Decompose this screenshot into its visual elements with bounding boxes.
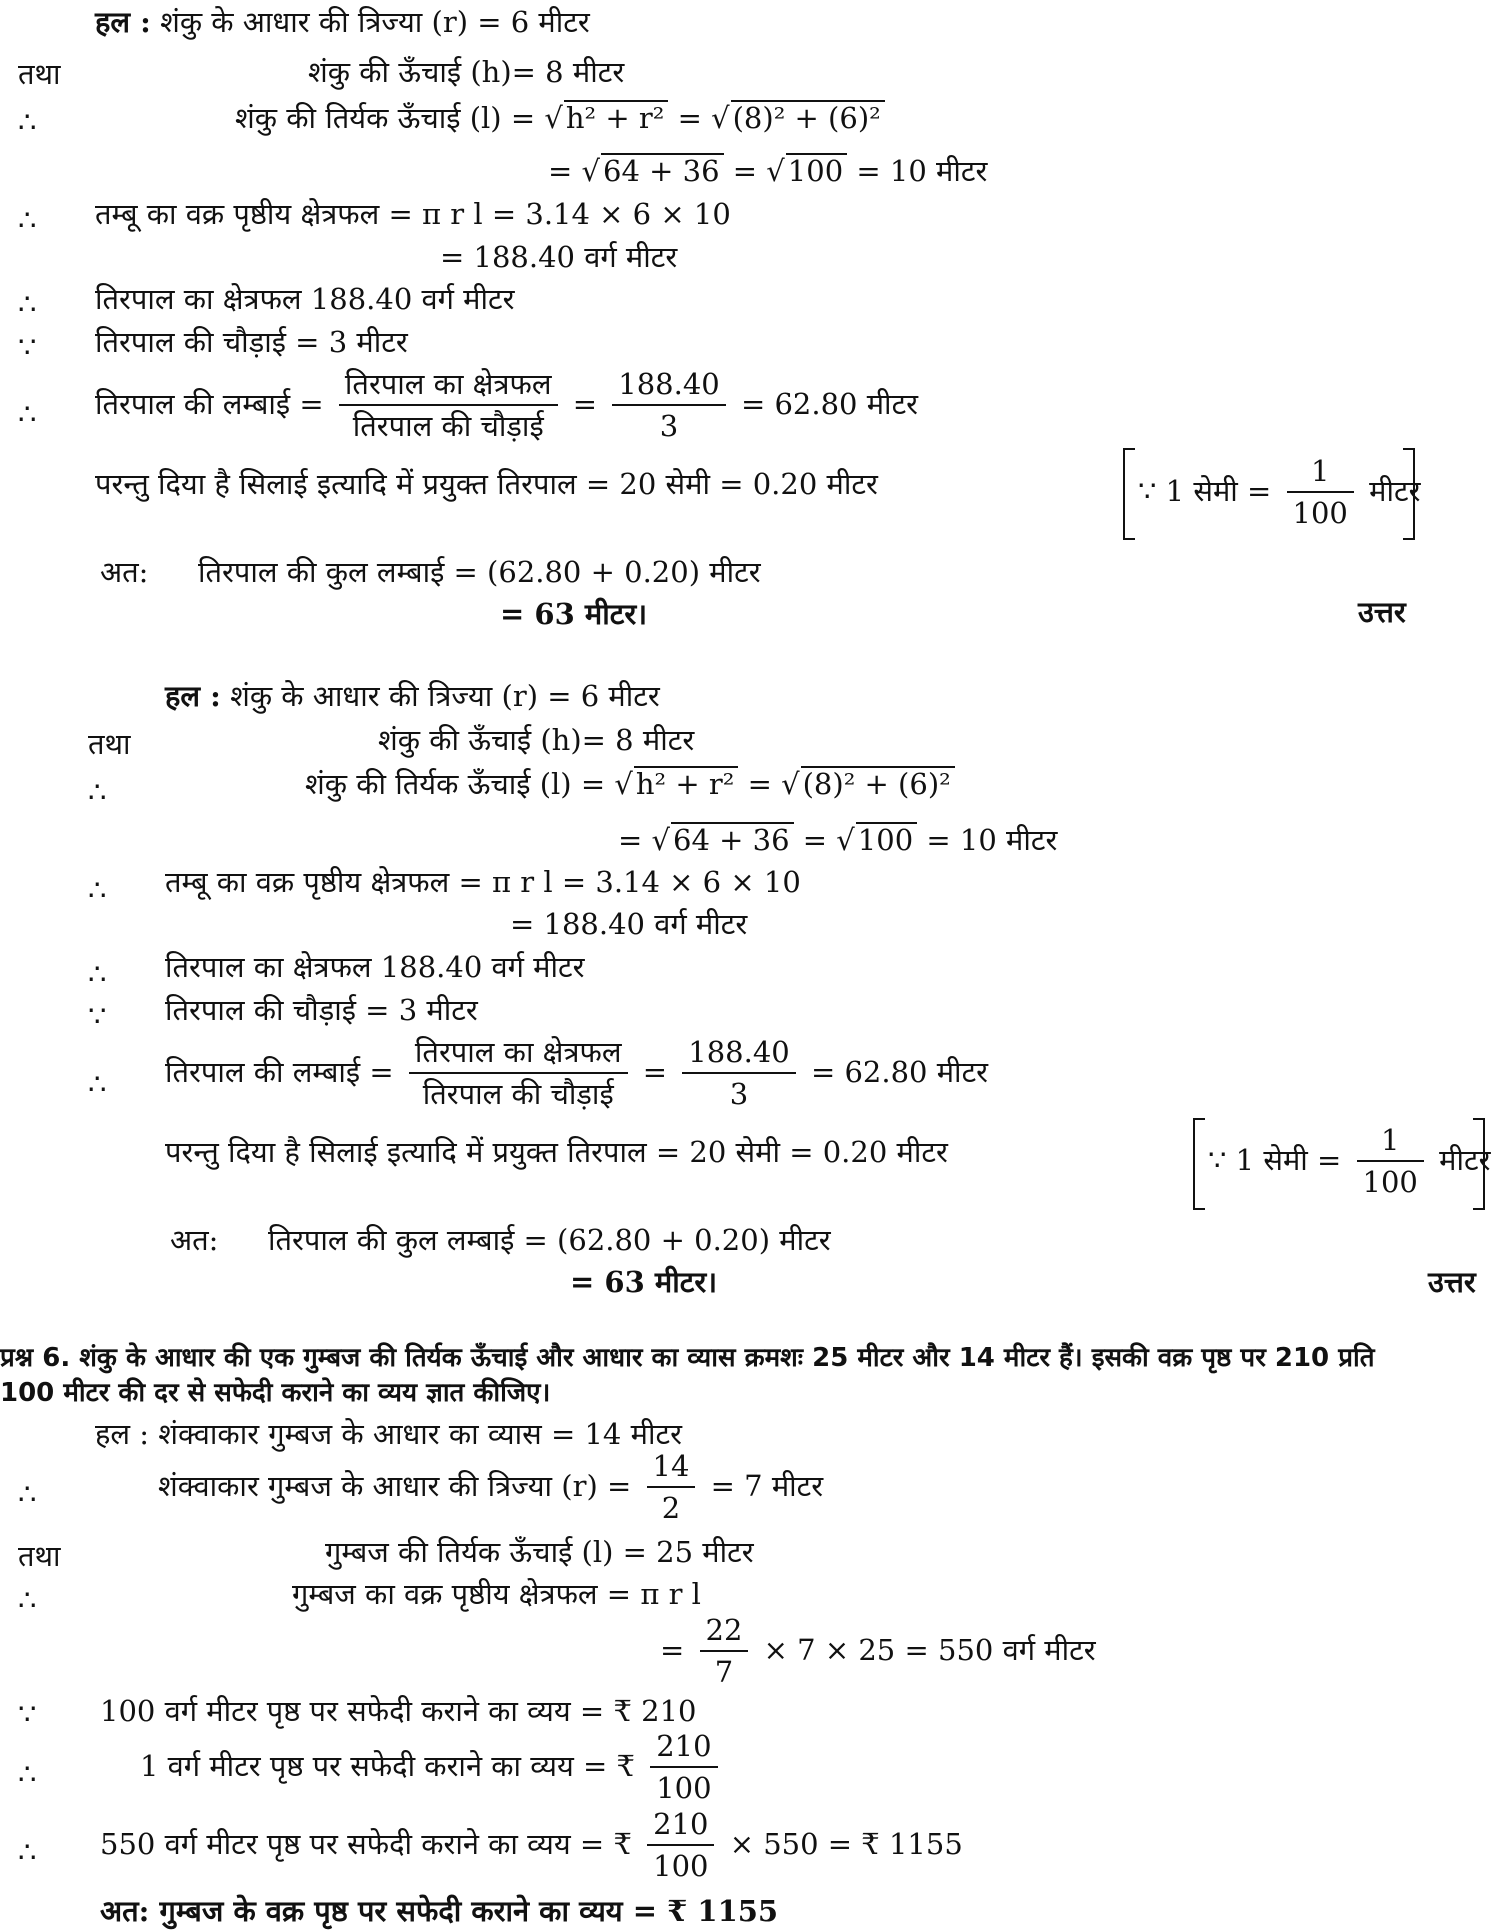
therefore-symbol: ∴: [18, 1583, 37, 1617]
because-symbol: ∵: [88, 999, 107, 1033]
question-6-line2: 100 मीटर की दर से सफेदी कराने का व्यय ज्ञात कीजिए।: [0, 1378, 551, 1408]
therefore-symbol: ∴: [18, 1757, 37, 1791]
tarp-area-line: तिरपाल का क्षेत्रफल 188.40 वर्ग मीटर: [95, 282, 515, 316]
q6-final-line: अत: गुम्बज के वक्र पृष्ठ पर सफेदी कराने का व्यय = ₹ 1155: [100, 1894, 779, 1928]
tarp-fraction: $\frac{\text{तिरपाल का क्षेत्रफल}}{\text{तिरपाल की चौड़ाई}}$: [339, 368, 558, 444]
slant-height-result: = √ 64 + 36 = √ 100 = 10 मीटर: [548, 154, 988, 188]
question-6-line1: प्रश्न 6. शंकु के आधार की एक गुम्बज की तिर्यक ऊँचाई और आधार का व्यास क्रमशः 25 मीटर और 14 मीटर हैं। इसकी वक्र पृष्ठ पर 210 प्रति: [0, 1343, 1375, 1373]
radical-8-6: (8)² + (6)²: [731, 100, 885, 133]
answer-label: उत्तर: [1428, 1265, 1476, 1299]
solution-radius-line: हल : शंकु के आधार की त्रिज्या (r) = 6 मीटर: [165, 679, 660, 713]
tarp-area-line: तिरपाल का क्षेत्रफल 188.40 वर्ग मीटर: [165, 950, 585, 984]
csa-result: = 188.40 वर्ग मीटर: [510, 907, 748, 941]
slant-height-line: शंकु की तिर्यक ऊँचाई (l) = √ h² + r² = √ (8)² + (6)²: [305, 766, 955, 799]
height-line: शंकु की ऊँचाई (h)= 8 मीटर: [378, 723, 695, 757]
tarp-width-line: तिरपाल की चौड़ाई = 3 मीटर: [165, 993, 478, 1027]
radical-h2-r2: h² + r²: [564, 100, 669, 133]
q6-cost1-line: 1 वर्ग मीटर पृष्ठ पर सफेदी कराने का व्यय = ₹ $\frac{210}{100}$: [140, 1730, 724, 1806]
total-label: अत:: [100, 555, 149, 589]
hal-label: हल :: [165, 679, 221, 713]
total-length-line: तिरपाल की कुल लम्बाई = (62.80 + 0.20) मीटर: [198, 555, 761, 589]
total-result: = 63 मीटर।: [500, 597, 648, 631]
therefore-symbol: ∴: [18, 1835, 37, 1869]
radical-h2-r2: h² + r²: [634, 766, 739, 799]
csa-line: तम्बू का वक्र पृष्ठीय क्षेत्रफल = π r l = 3.14 × 6 × 10: [95, 197, 731, 231]
therefore-symbol: ∴: [18, 287, 37, 321]
bracket-right: [1473, 1118, 1485, 1210]
bracket-left: [1193, 1118, 1205, 1210]
total-length-line: तिरपाल की कुल लम्बाई = (62.80 + 0.20) मीटर: [268, 1223, 831, 1257]
total-result: = 63 मीटर।: [570, 1265, 718, 1299]
q6-slant-line: गुम्बज की तिर्यक ऊँचाई (l) = 25 मीटर: [325, 1535, 754, 1569]
csa-line: तम्बू का वक्र पृष्ठीय क्षेत्रफल = π r l = 3.14 × 6 × 10: [165, 865, 801, 899]
therefore-symbol: ∴: [18, 105, 37, 139]
bracket-right: [1403, 448, 1415, 540]
total-label: अत:: [170, 1223, 219, 1257]
therefore-symbol: ∴: [88, 957, 107, 991]
q6-csa-result: = $\frac{22}{7}$ × 7 × 25 = 550 वर्ग मीटर: [660, 1613, 1096, 1690]
slant-height-result: = √ 64 + 36 = √ 100 = 10 मीटर: [618, 823, 1058, 857]
therefore-symbol: ∴: [88, 873, 107, 907]
q6-csa-line: गुम्बज का वक्र पृष्ठीय क्षेत्रफल = π r l: [292, 1577, 701, 1611]
q6-cost100-line: 100 वर्ग मीटर पृष्ठ पर सफेदी कराने का व्यय = ₹ 210: [100, 1694, 697, 1728]
therefore-symbol: ∴: [18, 397, 37, 431]
bracket-left: [1123, 448, 1135, 540]
therefore-symbol: ∴: [18, 1477, 37, 1511]
because-symbol: ∵: [18, 1697, 37, 1731]
hal-label: हल :: [95, 5, 151, 39]
q6-diameter-line: हल : शंक्वाकार गुम्बज के आधार का व्यास = 14 मीटर: [95, 1417, 682, 1451]
therefore-symbol: ∴: [88, 1067, 107, 1101]
height-line: शंकु की ऊँचाई (h)= 8 मीटर: [308, 55, 625, 89]
because-symbol: ∵: [18, 330, 37, 364]
solution-radius-line: हल : शंकु के आधार की त्रिज्या (r) = 6 मीटर: [95, 5, 590, 39]
csa-result: = 188.40 वर्ग मीटर: [440, 240, 678, 274]
therefore-symbol: ∴: [88, 775, 107, 809]
tarp-value-fraction: $\frac{188.40}{3}$: [612, 368, 725, 444]
unit-note: ∵ 1 सेमी = $\frac{1}{100}$ मीटर: [1208, 1123, 1491, 1200]
answer-label: उत्तर: [1358, 595, 1406, 629]
tarp-value-fraction: $\frac{188.40}{3}$: [682, 1036, 795, 1112]
tarp-length-line: तिरपाल की लम्बाई = $\frac{\text{तिरपाल का क्षेत्रफल}}{\text{तिरपाल की चौड़ाई}}$ = $\frac{188.40}{3}$ = 62.80 मीटर: [95, 367, 919, 444]
slant-height-line: शंकु की तिर्यक ऊँचाई (l) = √ h² + r² = √ (8)² + (6)²: [235, 100, 885, 133]
radical-8-6: (8)² + (6)²: [801, 766, 955, 799]
tatha-label: तथा: [18, 57, 61, 91]
tatha-label: तथा: [88, 727, 131, 761]
unit-note: ∵ 1 सेमी = $\frac{1}{100}$ मीटर: [1138, 454, 1421, 531]
tatha-label: तथा: [18, 1539, 61, 1573]
q6-radius-line: शंक्वाकार गुम्बज के आधार की त्रिज्या (r) = $\frac{14}{2}$ = 7 मीटर: [158, 1449, 824, 1526]
tarp-length-line: तिरपाल की लम्बाई = $\frac{\text{तिरपाल का क्षेत्रफल}}{\text{तिरपाल की चौड़ाई}}$ = $\frac{188.40}{3}$ = 62.80 मीटर: [165, 1035, 989, 1112]
tarp-width-line: तिरपाल की चौड़ाई = 3 मीटर: [95, 325, 408, 359]
stitching-line: परन्तु दिया है सिलाई इत्यादि में प्रयुक्त तिरपाल = 20 सेमी = 0.20 मीटर: [165, 1135, 948, 1169]
therefore-symbol: ∴: [18, 203, 37, 237]
tarp-fraction: $\frac{\text{तिरपाल का क्षेत्रफल}}{\text{तिरपाल की चौड़ाई}}$: [409, 1036, 628, 1112]
stitching-line: परन्तु दिया है सिलाई इत्यादि में प्रयुक्त तिरपाल = 20 सेमी = 0.20 मीटर: [95, 467, 878, 501]
q6-cost550-line: 550 वर्ग मीटर पृष्ठ पर सफेदी कराने का व्यय = ₹ $\frac{210}{100}$ × 550 = ₹ 1155: [100, 1807, 963, 1884]
